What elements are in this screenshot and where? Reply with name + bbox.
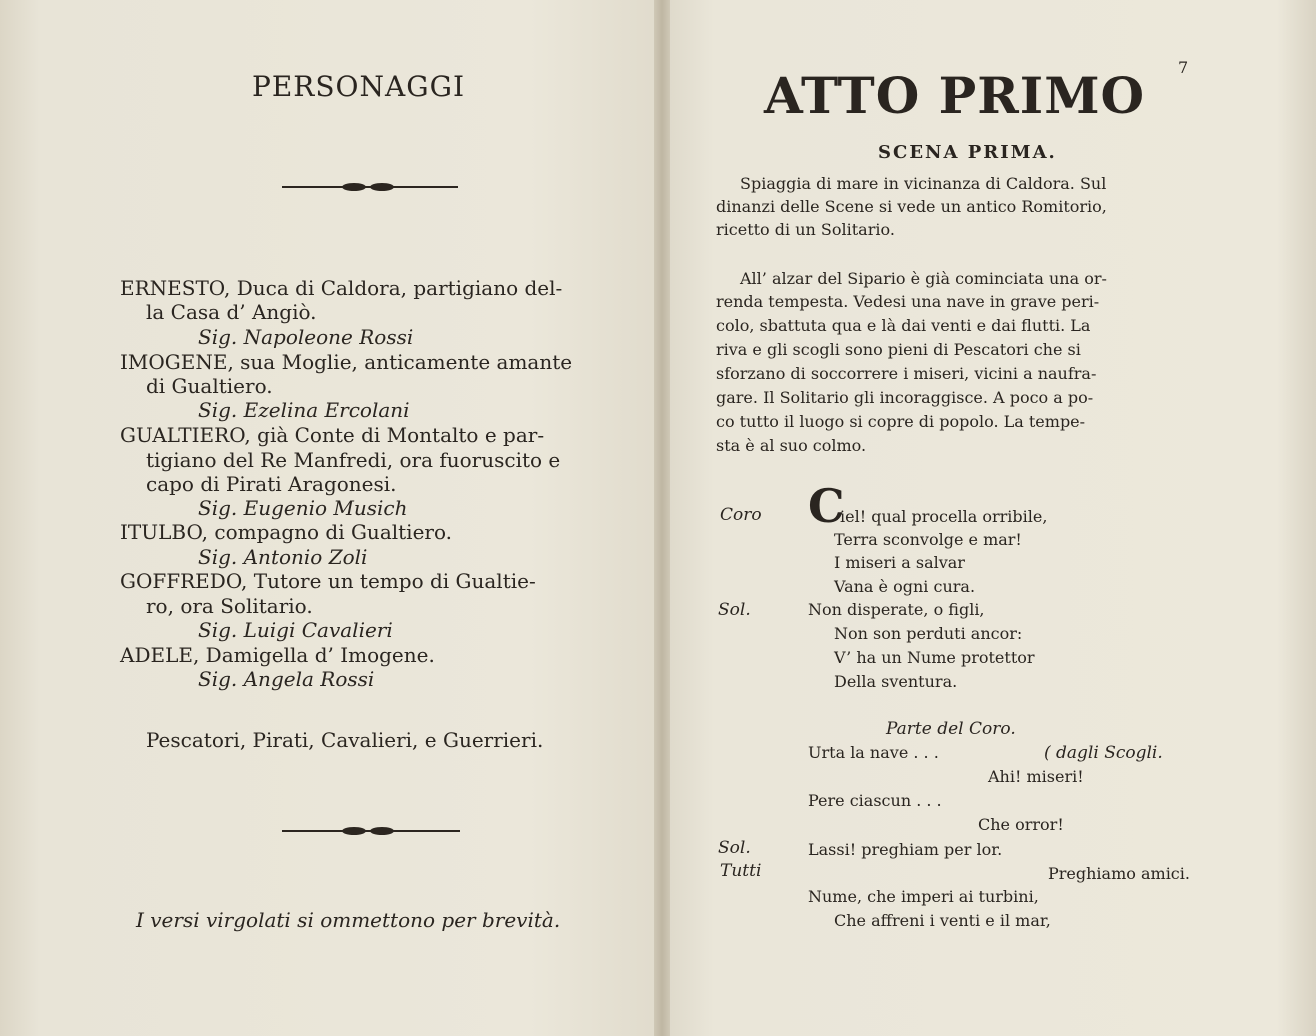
setting-line-1: Spiaggia di mare in vicinanza di Caldora. Sul <box>740 174 1107 193</box>
setting-line-3: ricetto di un Solitario. <box>716 220 895 239</box>
direction-line-8: sta è al suo colmo. <box>716 436 867 455</box>
cast-adele-line1: ADELE, Damigella d’ Imogene. <box>120 643 435 667</box>
cast-gualtiero-line3: capo di Pirati Aragonesi. <box>146 472 397 496</box>
parte-heading: Parte del Coro. <box>886 719 1016 739</box>
final-line-1: Nume, che imperi ai turbini, <box>808 887 1039 906</box>
actor-gualtiero: Sig. Eugenio Musich <box>198 496 408 520</box>
coro-line-3: I miseri a salvar <box>834 553 965 572</box>
direction-line-1: All’ alzar del Sipario è già cominciata una or- <box>740 269 1107 288</box>
speaker-sol-2: Sol. <box>718 838 751 858</box>
cast-imogene-line2: di Gualtiero. <box>146 374 273 398</box>
cast-ernesto-line1: ERNESTO, Duca di Caldora, partigiano del- <box>120 276 563 300</box>
parte-line-3: Pere ciascun . . . <box>808 791 942 810</box>
cast-goffredo-line1: GOFFREDO, Tutore un tempo di Gualtie- <box>120 569 536 593</box>
direction-line-3: colo, sbattuta qua e là dai venti e dai flutti. La <box>716 316 1091 335</box>
sol2-line: Lassi! preghiam per lor. <box>808 840 1003 859</box>
parte-line-2: Ahi! miseri! <box>988 767 1084 786</box>
speaker-coro: Coro <box>720 505 762 525</box>
sol-line-3: V’ ha un Nume protettor <box>834 648 1035 667</box>
parte-line-4: Che orror! <box>978 815 1064 834</box>
scene-title: SCENA PRIMA. <box>878 142 1057 163</box>
sol-line-4: Della sventura. <box>834 672 958 691</box>
direction-line-5: sforzano di soccorrere i miseri, vicini a naufra- <box>716 364 1097 383</box>
actor-itulbo: Sig. Antonio Zoli <box>198 545 368 569</box>
setting-line-2: dinanzi delle Scene si vede un antico Romitorio, <box>716 197 1107 216</box>
sol-line-2: Non son perduti ancor: <box>834 624 1023 643</box>
final-line-2: Che affreni i venti e il mar, <box>834 911 1051 930</box>
cast-gualtiero-line2: tigiano del Re Manfredi, ora fuoruscito e <box>146 448 561 472</box>
speaker-tutti: Tutti <box>720 861 762 881</box>
stage-aside: ( dagli Scogli. <box>1044 743 1163 763</box>
tutti-line: Preghiamo amici. <box>1048 864 1190 883</box>
sol-line-1: Non disperate, o figli, <box>808 600 985 619</box>
page-number: 7 <box>1178 58 1189 77</box>
drop-cap: C <box>808 479 845 533</box>
cast-itulbo-line1: ITULBO, compagno di Gualtiero. <box>120 520 453 544</box>
actor-ernesto: Sig. Napoleone Rossi <box>198 325 414 349</box>
direction-line-6: gare. Il Solitario gli incoraggisce. A poco a po- <box>716 388 1094 407</box>
coro-line-2: Terra sconvolge e mar! <box>834 530 1022 549</box>
direction-line-4: riva e gli scogli sono pieni di Pescatori che si <box>716 340 1081 359</box>
parte-line-1: Urta la nave . . . <box>808 743 939 762</box>
cast-heading: PERSONAGGI <box>252 70 466 103</box>
book-gutter <box>654 0 670 1036</box>
coro-line-1: iel! qual procella orribile, <box>840 507 1048 526</box>
coro-line-4: Vana è ogni cura. <box>834 577 976 596</box>
actor-adele: Sig. Angela Rossi <box>198 667 375 691</box>
actor-goffredo: Sig. Luigi Cavalieri <box>198 618 393 642</box>
omission-note: I versi virgolati si ommettono per brevità. <box>136 908 561 932</box>
cast-imogene-line1: IMOGENE, sua Moglie, anticamente amante <box>120 350 573 374</box>
cast-goffredo-line2: ro, ora Solitario. <box>146 594 313 618</box>
actor-imogene: Sig. Ezelina Ercolani <box>198 398 410 422</box>
speaker-sol: Sol. <box>718 600 751 620</box>
direction-line-2: renda tempesta. Vedesi una nave in grave peri- <box>716 292 1100 311</box>
cast-ernesto-line2: la Casa d’ Angiò. <box>146 300 317 324</box>
cast-extras: Pescatori, Pirati, Cavalieri, e Guerrieri. <box>146 728 544 752</box>
direction-line-7: co tutto il luogo si copre di popolo. La tempe- <box>716 412 1086 431</box>
cast-gualtiero-line1: GUALTIERO, già Conte di Montalto e par- <box>120 423 545 447</box>
act-title: ATTO PRIMO <box>764 66 1146 125</box>
